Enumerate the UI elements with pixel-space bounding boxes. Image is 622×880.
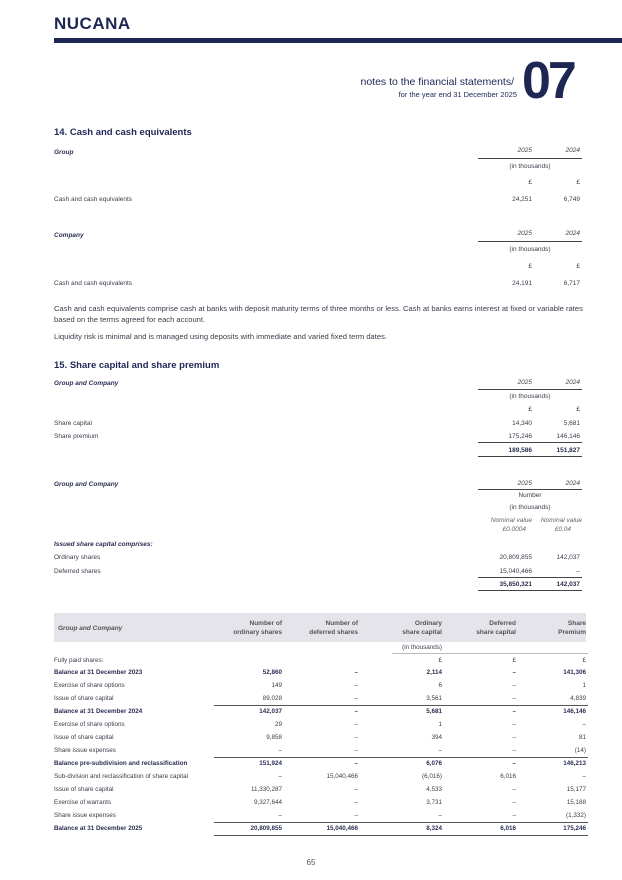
table-cell: – — [354, 799, 358, 806]
table-cell: 394 — [431, 734, 442, 741]
table-cell: 4,839 — [570, 695, 586, 702]
divider — [478, 590, 582, 591]
divider — [214, 835, 588, 836]
cash-group-label: Group — [54, 149, 74, 156]
table-cell: 9,327,644 — [253, 799, 282, 806]
share-t1-row-value-2: 146,146 — [556, 433, 580, 440]
table-cell: 141,306 — [563, 669, 586, 676]
table-cell: – — [278, 747, 282, 754]
table-cell: – — [354, 786, 358, 793]
header-title: notes to the financial statements/ — [360, 76, 514, 88]
cash-paragraph-2: Liquidity risk is minimal and is managed using deposits with immediate and varied fixed term dates. — [54, 332, 388, 341]
share-t3-header-3a: Ordinary — [414, 620, 442, 627]
share-t2-nominal-1a: Nominal value — [490, 517, 532, 524]
table-cell: – — [512, 708, 516, 715]
cash-group-unit: (in thousands) — [509, 163, 551, 170]
share-t1-year-1: 2025 — [517, 379, 532, 386]
share-t3-currency-label: Fully paid shares: — [54, 657, 104, 664]
table-row-label: Balance at 31 December 2023 — [54, 669, 143, 676]
table-cell: 146,146 — [563, 708, 586, 715]
table-row-label: Share issue expenses — [54, 812, 116, 819]
table-row-label: Balance at 31 December 2024 — [54, 708, 143, 715]
table-cell: 52,860 — [262, 669, 282, 676]
table-cell: – — [512, 799, 516, 806]
table-cell: 142,037 — [259, 708, 282, 715]
table-cell: – — [512, 786, 516, 793]
divider — [478, 442, 582, 443]
cash-company-currency-2: £ — [576, 263, 580, 270]
table-cell: – — [512, 734, 516, 741]
cash-group-currency-2: £ — [576, 179, 580, 186]
table-cell: 149 — [271, 682, 282, 689]
divider — [478, 577, 582, 578]
share-t2-row-value-1: 20,809,855 — [499, 554, 532, 561]
share-t3-header-4b: share capital — [476, 629, 516, 636]
cash-company-currency-1: £ — [528, 263, 532, 270]
share-t3-header-5a: Share — [567, 620, 586, 627]
table-cell: 5,681 — [426, 708, 442, 715]
table-cell: 6,076 — [426, 760, 442, 767]
share-t3-header-1b: ordinary shares — [233, 629, 282, 636]
table-cell: – — [512, 721, 516, 728]
table-cell: 11,330,287 — [250, 786, 282, 793]
table-cell: – — [278, 773, 282, 780]
share-t1-row-value-1: 175,246 — [508, 433, 532, 440]
table-cell: (6,016) — [422, 773, 442, 780]
share-t3-header-5b: Premium — [558, 629, 586, 636]
table-cell: 9,858 — [266, 734, 282, 741]
cash-company-value-1: 24,191 — [512, 280, 532, 287]
share-t1-row-value-1: 14,340 — [512, 420, 532, 427]
divider — [214, 757, 588, 758]
share-t3-header-2b: deferred shares — [309, 629, 358, 636]
share-t2-row-value-1: 15,040,466 — [499, 568, 532, 575]
table-row-label: Exercise of share options — [54, 682, 125, 689]
table-cell: 4,533 — [426, 786, 442, 793]
cash-group-value-1: 24,251 — [512, 196, 532, 203]
table-cell: 3,731 — [426, 799, 442, 806]
table-cell: 1 — [582, 682, 586, 689]
share-t1-currency-2: £ — [576, 406, 580, 413]
share-t2-nominal-2b: £0.04 — [554, 526, 571, 533]
table-row-label: Issue of share capital — [54, 786, 114, 793]
table-cell: 29 — [274, 721, 282, 728]
table-cell: 20,809,855 — [250, 825, 282, 832]
table-cell: – — [512, 669, 516, 676]
table-cell: – — [512, 760, 516, 767]
share-t3-header-2a: Number of — [325, 620, 358, 627]
table-cell: 6,016 — [500, 773, 516, 780]
table-cell: 2,114 — [426, 669, 442, 676]
share-t3-currency-4: £ — [512, 657, 516, 664]
table-cell: – — [354, 682, 358, 689]
header-subtitle: for the year end 31 December 2025 — [398, 90, 517, 99]
table-cell: – — [354, 721, 358, 728]
divider — [478, 489, 582, 490]
share-t2-total-2: 142,037 — [556, 581, 580, 588]
divider — [214, 822, 588, 823]
table-cell: – — [512, 747, 516, 754]
divider — [478, 241, 582, 242]
table-cell: 3,561 — [426, 695, 442, 702]
table-cell: – — [354, 734, 358, 741]
share-t2-unit-1: Number — [518, 492, 542, 499]
divider — [214, 705, 588, 706]
share-t2-year-2: 2024 — [565, 480, 580, 487]
table-cell: 89,028 — [262, 695, 282, 702]
share-t3-header-3b: share capital — [402, 629, 442, 636]
table-cell: 8,324 — [426, 825, 442, 832]
company-logo: NUCANA — [54, 14, 131, 33]
table-row-label: Issue of share capital — [54, 734, 114, 741]
share-t1-total-2: 151,827 — [556, 447, 580, 454]
table-cell: – — [438, 747, 442, 754]
share-t3-header-4a: Deferred — [489, 620, 516, 627]
share-t2-issued-label: Issued share capital comprises: — [54, 541, 153, 548]
table-cell: 81 — [578, 734, 586, 741]
table-cell: – — [278, 812, 282, 819]
cash-company-value-2: 6,717 — [563, 280, 580, 287]
table-cell: – — [354, 708, 358, 715]
share-t2-row-label: Deferred shares — [54, 568, 101, 575]
share-t1-total-1: 189,586 — [508, 447, 532, 454]
cash-group-currency-1: £ — [528, 179, 532, 186]
table-row-label: Issue of share capital — [54, 695, 114, 702]
share-t2-row-value-2: – — [576, 568, 580, 575]
share-t1-currency-1: £ — [528, 406, 532, 413]
table-cell: 15,188 — [566, 799, 586, 806]
share-t2-nominal-2a: Nominal value — [540, 517, 582, 524]
table-cell: – — [582, 721, 586, 728]
share-t3-header-1a: Number of — [249, 620, 282, 627]
share-t2-unit-2: (in thousands) — [509, 504, 551, 511]
table-cell: (14) — [574, 747, 586, 754]
share-t2-row-value-2: 142,037 — [556, 554, 580, 561]
share-t3-currency-5: £ — [582, 657, 586, 664]
table-row-label: Balance pre-subdivision and reclassification — [54, 760, 188, 767]
table-row-label: Sub-division and reclassification of share capital — [54, 773, 189, 780]
divider — [478, 389, 582, 390]
share-t3-unit: (in thousands) — [402, 644, 442, 651]
cash-company-row-label: Cash and cash equivalents — [54, 280, 133, 287]
share-t1-year-2: 2024 — [565, 379, 580, 386]
table-cell: 15,177 — [566, 786, 586, 793]
table-cell: – — [512, 695, 516, 702]
share-t1-row-value-2: 5,681 — [563, 420, 580, 427]
table-cell: 6 — [438, 682, 442, 689]
header-band — [54, 38, 622, 43]
table-cell: 15,040,466 — [326, 825, 358, 832]
share-t2-row-label: Ordinary shares — [54, 554, 101, 561]
cash-paragraph-1: Cash and cash equivalents comprise cash at banks with deposit maturity terms of three months or less. Cash at banks earns interest at fixed or variable rates based on the terms agreed for each account. — [54, 304, 583, 324]
divider — [478, 456, 582, 457]
share-heading: 15. Share capital and share premium — [54, 360, 220, 371]
cash-group-value-2: 6,749 — [563, 196, 580, 203]
table-row-label: Share issue expenses — [54, 747, 116, 754]
table-cell: (1,332) — [566, 812, 586, 819]
table-cell: – — [354, 669, 358, 676]
table-cell: – — [512, 682, 516, 689]
table-cell: 151,924 — [259, 760, 282, 767]
divider — [392, 653, 588, 654]
cash-group-year-2: 2024 — [565, 147, 580, 154]
table-cell: – — [354, 695, 358, 702]
table-cell: – — [354, 747, 358, 754]
share-t1-row-label: Share capital — [54, 420, 92, 427]
share-t1-row-label: Share premium — [54, 433, 99, 440]
cash-group-year-1: 2025 — [517, 147, 532, 154]
page-number: 65 — [306, 858, 316, 867]
table-row-label: Exercise of warrants — [54, 799, 112, 806]
share-t1-unit: (in thousands) — [509, 393, 551, 400]
share-t2-nominal-1b: £0.0004 — [502, 526, 526, 533]
table-cell: 146,213 — [563, 760, 586, 767]
table-cell: – — [354, 812, 358, 819]
share-t2-total-1: 35,850,321 — [499, 581, 532, 588]
table-cell: 6,016 — [500, 825, 516, 832]
table-cell: 1 — [438, 721, 442, 728]
table-cell: – — [582, 773, 586, 780]
section-number: 07 — [522, 52, 574, 110]
cash-company-year-1: 2025 — [517, 230, 532, 237]
table-row-label: Exercise of share options — [54, 721, 125, 728]
cash-company-year-2: 2024 — [565, 230, 580, 237]
cash-group-row-label: Cash and cash equivalents — [54, 196, 133, 203]
cash-company-label: Company — [54, 232, 84, 239]
cash-company-unit: (in thousands) — [509, 246, 551, 253]
share-t2-label: Group and Company — [54, 481, 119, 488]
table-cell: – — [354, 760, 358, 767]
share-t2-year-1: 2025 — [517, 480, 532, 487]
table-cell: 15,040,466 — [326, 773, 358, 780]
table-cell: 175,246 — [563, 825, 586, 832]
table-cell: – — [512, 812, 516, 819]
share-t1-label: Group and Company — [54, 380, 119, 387]
table-cell: – — [438, 812, 442, 819]
share-t3-label: Group and Company — [58, 625, 123, 632]
table-row-label: Balance at 31 December 2025 — [54, 825, 143, 832]
share-t3-currency-3: £ — [438, 657, 442, 664]
divider — [478, 158, 582, 159]
cash-heading: 14. Cash and cash equivalents — [54, 127, 192, 138]
